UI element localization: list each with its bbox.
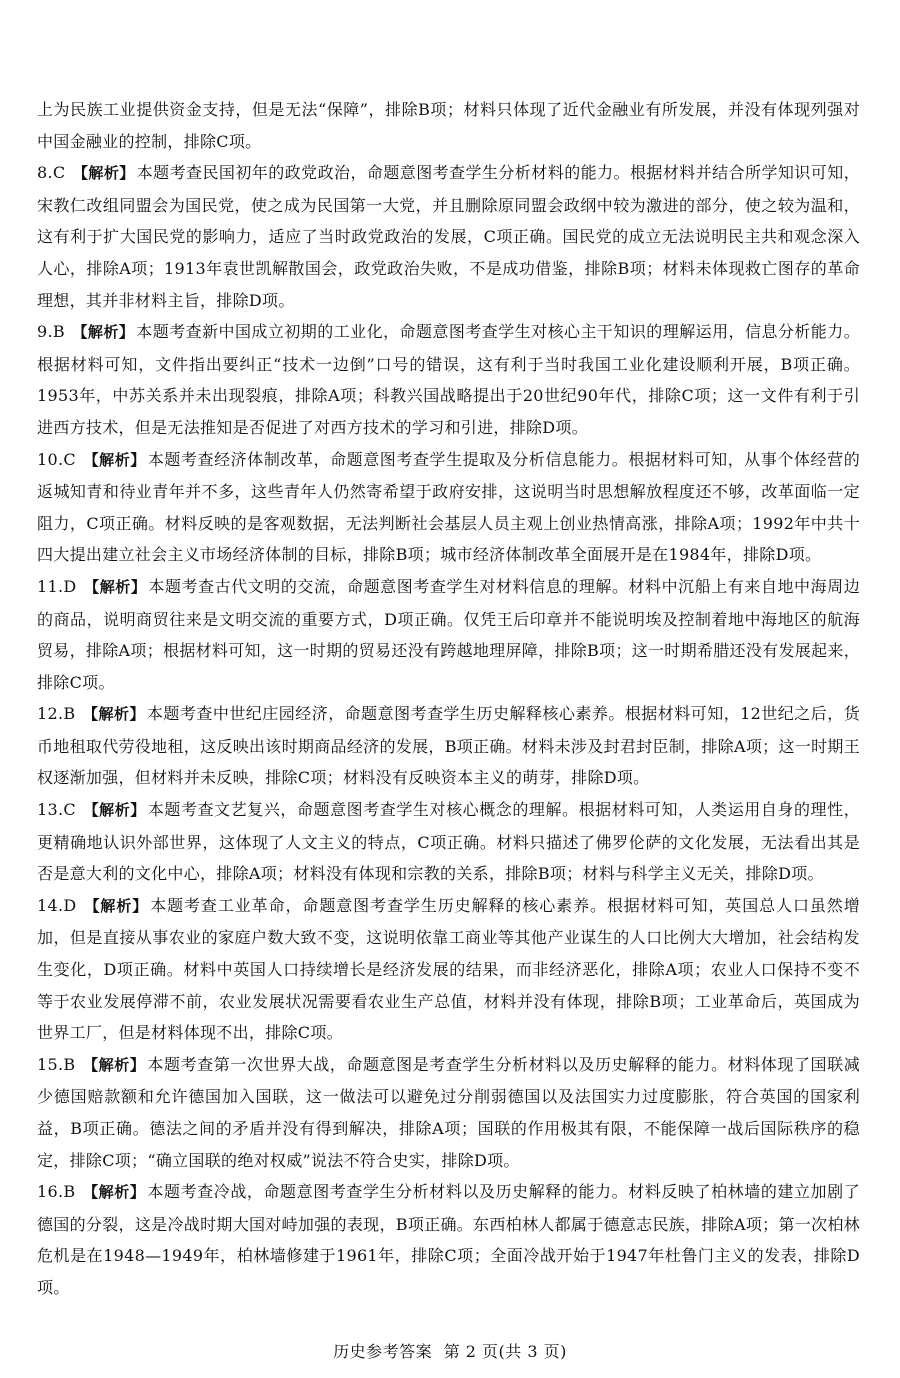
answer-item — [37, 794, 860, 890]
footer-subject: 历史参考答案 — [333, 1342, 433, 1361]
analysis-text: 本题考查冷战，命题意图考查学生分析材料以及历史解释的能力。材料反映了柏林墙的建立加剧了德国的分裂，这是冷战时期大国对峙加强的表现，B项正确。东西柏林人都属于德意志民族，排除A项；第一次柏林危机是在1948—1949年，柏林墙修建于1961年，排除C项；全面冷战开始于1947年杜鲁门主义的发表，排除D项。 — [37, 1182, 861, 1297]
analysis-tag: 【解析】 — [72, 164, 135, 183]
analysis-text: 本题考查工业革命，命题意图考查学生历史解释的核心素养。根据材料可知，英国总人口虽然增加，但是直接从事农业的家庭户数大致不变，这说明依靠工商业等其他产业谋生的人口比例大大增加，社会结构发生变化，D项正确。材料中英国人口持续增长是经济发展的结果，而非经济恶化，排除A项；农业人口保持不变不等于农业发展停滞不前，农业发展状况需要看农业生产总值，材料并没有体现，排除B项；工业革命后，英国成为世界工厂，但是材料体现不出，排除C项。 — [37, 895, 861, 1043]
footer-page-number: 第 2 页(共 3 页) — [443, 1342, 567, 1361]
answer-item — [37, 316, 860, 443]
analysis-tag: 【解析】 — [72, 323, 135, 342]
question-number: 12. — [37, 704, 64, 724]
answer-letter: B — [63, 1182, 76, 1202]
question-number: 9. — [37, 322, 53, 342]
analysis-text: 本题考查文艺复兴，命题意图考查学生对核心概念的理解。根据材料可知，人类运用自身的理性，更精确地认识外部世界，这体现了人文主义的特点，C项正确。材料只描述了佛罗伦萨的文化发展，无法看出其是否是意大利的文化中心，排除A项；材料没有体现和宗教的关系，排除B项；材料与科学主义无关，排除D项。 — [37, 800, 860, 884]
answer-item — [37, 890, 860, 1049]
analysis-tag: 【解析】 — [83, 1183, 146, 1202]
analysis-tag: 【解析】 — [84, 896, 149, 915]
answer-item — [37, 571, 860, 698]
answer-item — [37, 698, 860, 794]
analysis-tag: 【解析】 — [83, 450, 146, 469]
question-number: 16. — [37, 1182, 64, 1202]
answer-item — [37, 1176, 860, 1303]
analysis-text: 本题考查中世纪庄园经济，命题意图考查学生历史解释核心素养。根据材料可知，12世纪之后，货币地租取代劳役地租，这反映出该时期商品经济的发展，B项正确。材料未涉及封君封臣制，排除A项；这一时期王权逐渐加强，但材料并未反映，排除C项；材料没有反映资本主义的萌芽，排除D项。 — [37, 704, 861, 788]
answer-letter: C — [52, 163, 66, 183]
analysis-tag: 【解析】 — [84, 577, 147, 596]
analysis-text: 本题考查古代文明的交流，命题意图考查学生对材料信息的理解。材料中沉船上有来自地中海周边的商品，说明商贸往来是文明交流的重要方式，D项正确。仅凭王后印章并不能说明埃及控制着地中海地区的航海贸易，排除A项；根据材料可知，这一时期的贸易还没有跨越地理屏障，排除B项；这一时期希腊还没有发展起来，排除C项。 — [37, 576, 861, 692]
answer-letter: B — [52, 322, 65, 342]
answer-letter: B — [63, 1054, 76, 1074]
continuation-paragraph: 上为民族工业提供资金支持，但是无法“保障”，排除B项；材料只体现了近代金融业有所发展，并没有体现列强对中国金融业的控制，排除C项。 — [37, 100, 860, 151]
question-number: 13. — [37, 800, 64, 820]
question-number: 8. — [37, 163, 53, 183]
analysis-text: 本题考查经济体制改革，命题意图考查学生提取及分析信息能力。根据材料可知，从事个体经营的返城知青和待业青年并不多，这些青年人仍然寄希望于政府安排，这说明当时思想解放程度还不够，改革面临一定阻力，C项正确。材料反映的是客观数据，无法判断社会基层人员主观上创业热情高涨，排除A项；1992年中共十四大提出建立社会主义市场经济体制的目标，排除B项；城市经济体制改革全面展开是在1984年，排除D项。 — [37, 449, 860, 565]
analysis-tag: 【解析】 — [83, 1055, 146, 1074]
answer-item — [37, 157, 860, 316]
page-footer — [0, 1339, 900, 1362]
answer-list — [37, 157, 860, 1303]
question-number: 11. — [37, 576, 64, 596]
question-number: 14. — [37, 895, 64, 915]
answer-item — [37, 1049, 860, 1176]
answer-letter: B — [63, 704, 76, 724]
analysis-tag: 【解析】 — [83, 705, 145, 724]
question-number: 15. — [37, 1054, 64, 1074]
analysis-text: 本题考查民国初年的政党政治，命题意图考查学生分析材料的能力。根据材料并结合所学知识可知，宋教仁改组同盟会为国民党，使之成为民国第一大党，并且删除原同盟会政纲中较为激进的部分，使之较为温和，这有利于扩大国民党的影响力，适应了当时政党政治的发展，C项正确。国民党的成立无法说明民主共和观念深入人心，排除A项；1913年袁世凯解散国会，政党政治失败，不是成功借鉴，排除B项；材料未体现救亡图存的革命理想，其并非材料主旨，排除D项。 — [37, 163, 860, 310]
analysis-tag: 【解析】 — [83, 801, 146, 820]
question-number: 10. — [37, 449, 64, 469]
answer-letter: C — [63, 800, 76, 820]
answer-letter: C — [63, 449, 76, 469]
answer-letter: D — [63, 895, 77, 915]
answer-letter: D — [63, 576, 77, 596]
answer-item — [37, 444, 860, 571]
analysis-text: 本题考查新中国成立初期的工业化，命题意图考查学生对核心主干知识的理解运用，信息分析能力。根据材料可知，文件指出要纠正“技术一边倒”口号的错误，这有利于当时我国工业化建设顺利开展，B项正确。1953年，中苏关系并未出现裂痕，排除A项；科教兴国战略提出于20世纪90年代，排除C项；这一文件有利于引进西方技术，但是无法推知是否促进了对西方技术的学习和引进，排除D项。 — [37, 322, 861, 437]
analysis-text: 本题考查第一次世界大战，命题意图是考查学生分析材料以及历史解释的能力。材料体现了国联减少德国赔款额和允许德国加入国联，这一做法可以避免过分削弱德国以及法国实力过度膨胀，符合英国的国家利益，B项正确。德法之间的矛盾并没有得到解决，排除A项；国联的作用极其有限，不能保障一战后国际秩序的稳定，排除C项；“确立国联的绝对权威”说法不符合史实，排除D项。 — [37, 1054, 861, 1170]
